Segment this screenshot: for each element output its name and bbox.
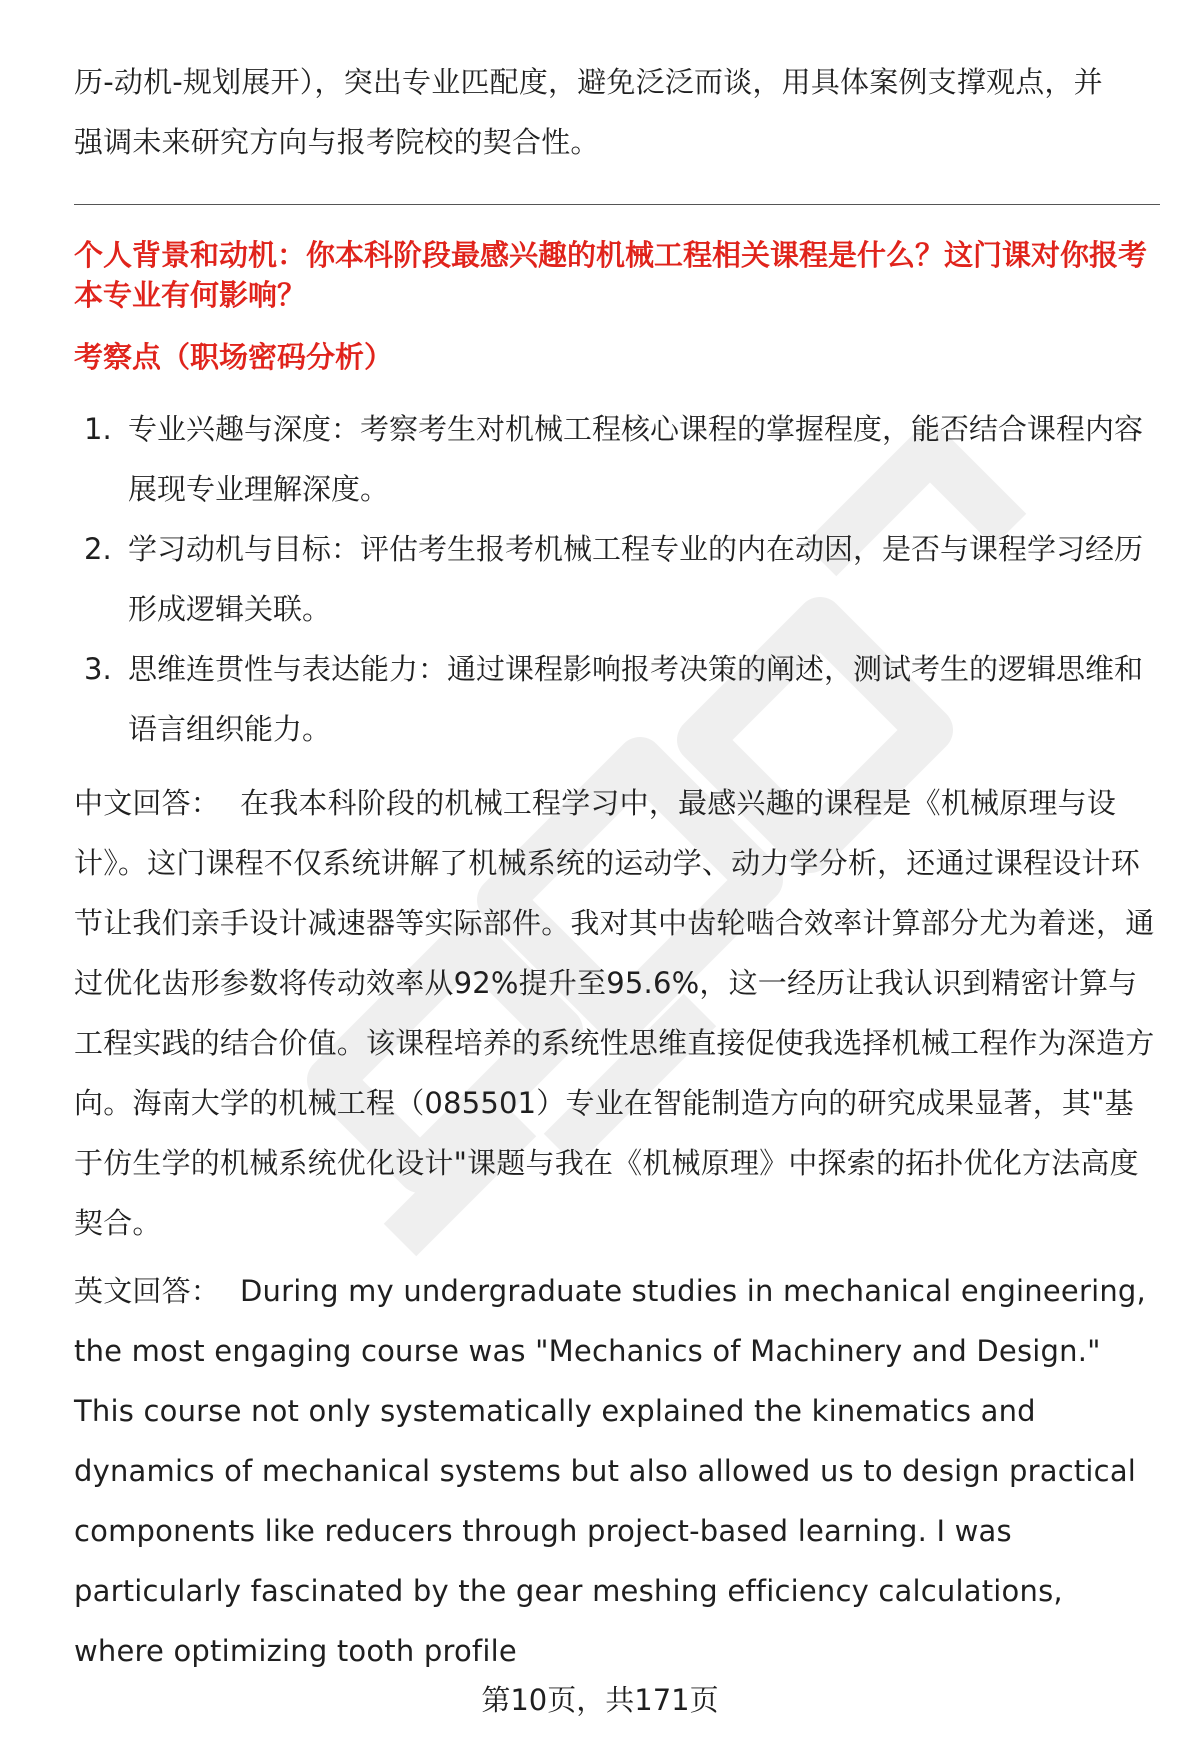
list-item-text: 思维连贯性与表达能力：通过课程影响报考决策的阐述，测试考生的逻辑思维和语言组织能力。 [128,652,1144,746]
list-item [74,519,1160,639]
intro-paragraph [74,52,1160,172]
list-item [74,399,1160,519]
intro-line-1: 历-动机-规划展开），突出专业匹配度，避免泛泛而谈，用具体案例支撑观点，并 [74,65,1103,99]
list-item-number: 3. [84,652,112,686]
page-content [74,52,1160,1681]
list-item-number: 2. [84,532,112,566]
section-divider [74,204,1160,205]
list-item-text: 学习动机与目标：评估考生报考机械工程专业的内在动因，是否与课程学习经历形成逻辑关联。 [128,532,1144,626]
chinese-answer [74,773,1160,1253]
english-answer-label: 英文回答： [74,1274,221,1308]
assessment-points-heading: 考察点（职场密码分析） [74,340,394,374]
english-answer-text: During my undergraduate studies in mechanical engineering, the most engaging course was "Mechanics of Machinery and Design." This course not only systematically explained the kinematics and dynamics of mechanical systems but also allowed us to design practical components like reducers through project-based learning. I was particularly fascinated by the gear meshing efficiency calculations, where optimizing tooth profile [74,1274,1146,1668]
question-heading: 个人背景和动机：你本科阶段最感兴趣的机械工程相关课程是什么？这门课对你报考本专业有何影响？ [74,238,1148,312]
assessment-points-list [74,399,1160,759]
list-item-text: 专业兴趣与深度：考察考生对机械工程核心课程的掌握程度，能否结合课程内容展现专业理解深度。 [128,412,1144,506]
page-footer: 第10页，共171页 [481,1683,719,1717]
chinese-answer-label: 中文回答： [74,786,221,820]
list-item [74,639,1160,759]
chinese-answer-text: 在我本科阶段的机械工程学习中，最感兴趣的课程是《机械原理与设计》。这门课程不仅系统讲解了机械系统的运动学、动力学分析，还通过课程设计环节让我们亲手设计减速器等实际部件。我对其中齿轮啮合效率计算部分尤为着迷，通过优化齿形参数将传动效率从92%提升至95.6%，这一经历让我认识到精密计算与工程实践的结合价值。该课程培养的系统性思维直接促使我选择机械工程作为深造方向。海南大学的机械工程（085501）专业在智能制造方向的研究成果显著，其"基于仿生学的机械系统优化设计"课题与我在《机械原理》中探索的拓扑优化方法高度契合。 [74,786,1155,1240]
list-item-number: 1. [84,412,112,446]
intro-line-2: 强调未来研究方向与报考院校的契合性。 [74,125,600,159]
english-answer [74,1261,1160,1681]
